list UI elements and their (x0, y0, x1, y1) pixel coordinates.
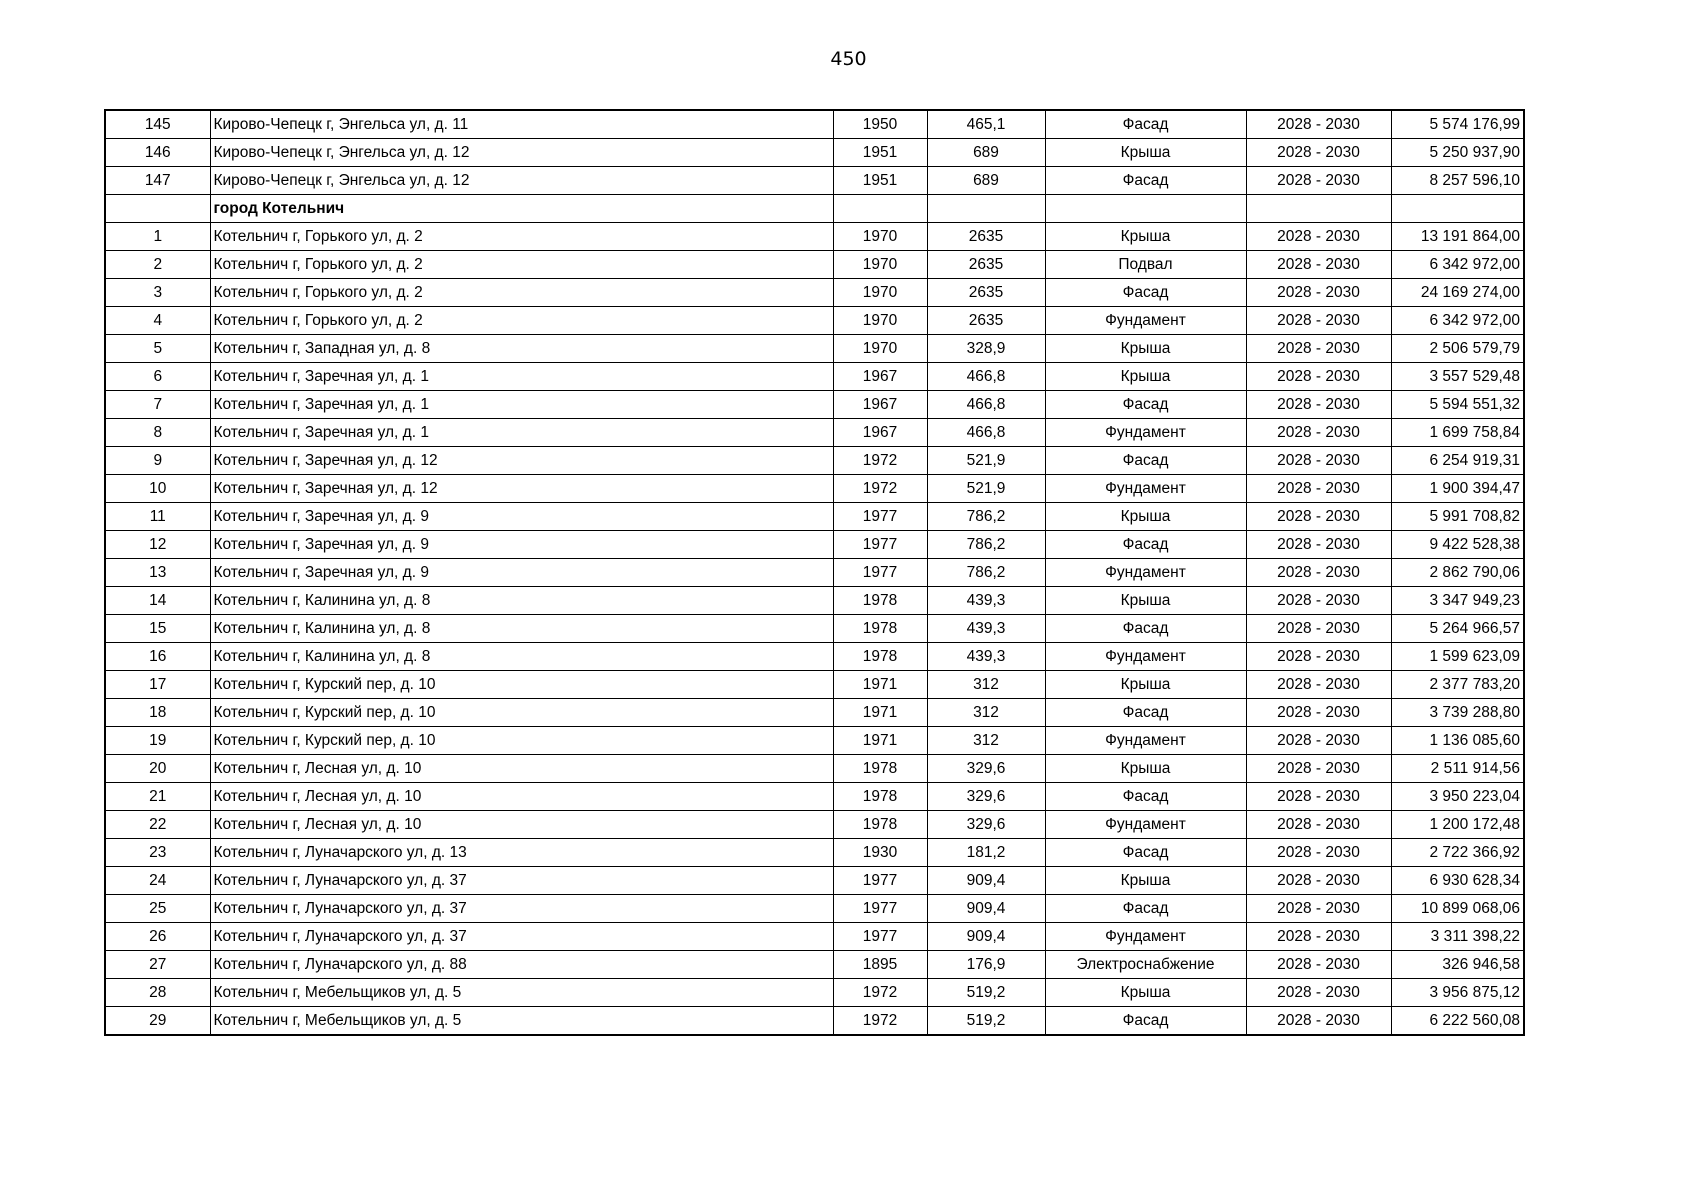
work-type-cell: Фундамент (1045, 727, 1246, 755)
period-cell: 2028 - 2030 (1246, 251, 1391, 279)
cost-cell: 1 136 085,60 (1391, 727, 1524, 755)
area-cell: 909,4 (927, 923, 1045, 951)
address-cell: Котельнич г, Луначарского ул, д. 37 (210, 895, 833, 923)
period-cell: 2028 - 2030 (1246, 335, 1391, 363)
address-cell: Котельнич г, Луначарского ул, д. 37 (210, 923, 833, 951)
empty-cell (927, 195, 1045, 223)
address-cell: Котельнич г, Лесная ул, д. 10 (210, 811, 833, 839)
work-type-cell: Фундамент (1045, 559, 1246, 587)
row-number-cell: 146 (105, 139, 210, 167)
period-cell: 2028 - 2030 (1246, 811, 1391, 839)
cost-cell: 10 899 068,06 (1391, 895, 1524, 923)
cost-cell: 2 377 783,20 (1391, 671, 1524, 699)
work-type-cell: Крыша (1045, 363, 1246, 391)
area-cell: 329,6 (927, 811, 1045, 839)
build-year-cell: 1970 (833, 223, 927, 251)
cost-cell: 5 991 708,82 (1391, 503, 1524, 531)
address-cell: Кирово-Чепецк г, Энгельса ул, д. 12 (210, 139, 833, 167)
table-row (105, 895, 1524, 923)
cost-cell: 3 347 949,23 (1391, 587, 1524, 615)
table-row (105, 139, 1524, 167)
address-cell: Котельнич г, Горького ул, д. 2 (210, 279, 833, 307)
table-row (105, 307, 1524, 335)
address-cell: Котельнич г, Горького ул, д. 2 (210, 251, 833, 279)
cost-cell: 3 311 398,22 (1391, 923, 1524, 951)
area-cell: 909,4 (927, 867, 1045, 895)
address-cell: Кирово-Чепецк г, Энгельса ул, д. 12 (210, 167, 833, 195)
table-row (105, 755, 1524, 783)
empty-cell (833, 195, 927, 223)
work-type-cell: Крыша (1045, 671, 1246, 699)
period-cell: 2028 - 2030 (1246, 783, 1391, 811)
cost-cell: 6 342 972,00 (1391, 307, 1524, 335)
address-cell: Котельнич г, Курский пер, д. 10 (210, 699, 833, 727)
section-header-row (105, 195, 1524, 223)
address-cell: Котельнич г, Заречная ул, д. 1 (210, 363, 833, 391)
cost-cell: 1 599 623,09 (1391, 643, 1524, 671)
work-type-cell: Подвал (1045, 251, 1246, 279)
row-number-cell: 4 (105, 307, 210, 335)
address-cell: Котельнич г, Лесная ул, д. 10 (210, 755, 833, 783)
build-year-cell: 1967 (833, 419, 927, 447)
row-number-cell: 12 (105, 531, 210, 559)
table-row (105, 783, 1524, 811)
area-cell: 786,2 (927, 531, 1045, 559)
build-year-cell: 1970 (833, 307, 927, 335)
cost-cell: 3 739 288,80 (1391, 699, 1524, 727)
period-cell: 2028 - 2030 (1246, 279, 1391, 307)
work-type-cell: Фундамент (1045, 643, 1246, 671)
area-cell: 329,6 (927, 755, 1045, 783)
build-year-cell: 1970 (833, 251, 927, 279)
period-cell: 2028 - 2030 (1246, 307, 1391, 335)
build-year-cell: 1895 (833, 951, 927, 979)
area-cell: 439,3 (927, 643, 1045, 671)
address-cell: Котельнич г, Луначарского ул, д. 37 (210, 867, 833, 895)
table-row (105, 167, 1524, 195)
address-cell: Котельнич г, Калинина ул, д. 8 (210, 615, 833, 643)
period-cell: 2028 - 2030 (1246, 559, 1391, 587)
address-cell: Котельнич г, Заречная ул, д. 9 (210, 531, 833, 559)
cost-cell: 1 900 394,47 (1391, 475, 1524, 503)
area-cell: 2635 (927, 251, 1045, 279)
row-number-cell: 3 (105, 279, 210, 307)
build-year-cell: 1971 (833, 671, 927, 699)
cost-cell: 6 222 560,08 (1391, 1007, 1524, 1036)
table-body (105, 110, 1524, 1035)
work-type-cell: Крыша (1045, 867, 1246, 895)
area-cell: 181,2 (927, 839, 1045, 867)
cost-cell: 6 342 972,00 (1391, 251, 1524, 279)
table-row (105, 951, 1524, 979)
area-cell: 2635 (927, 307, 1045, 335)
row-number-cell: 10 (105, 475, 210, 503)
row-number-cell: 23 (105, 839, 210, 867)
row-number-cell: 27 (105, 951, 210, 979)
cost-cell: 2 722 366,92 (1391, 839, 1524, 867)
work-type-cell: Крыша (1045, 335, 1246, 363)
table-row (105, 811, 1524, 839)
row-number-cell: 18 (105, 699, 210, 727)
build-year-cell: 1977 (833, 895, 927, 923)
period-cell: 2028 - 2030 (1246, 643, 1391, 671)
work-type-cell: Фасад (1045, 1007, 1246, 1036)
cost-cell: 9 422 528,38 (1391, 531, 1524, 559)
work-type-cell: Фасад (1045, 895, 1246, 923)
area-cell: 786,2 (927, 559, 1045, 587)
row-number-cell: 19 (105, 727, 210, 755)
build-year-cell: 1970 (833, 279, 927, 307)
row-number-cell: 147 (105, 167, 210, 195)
row-number-cell: 2 (105, 251, 210, 279)
table-row (105, 867, 1524, 895)
row-number-cell: 26 (105, 923, 210, 951)
cost-cell: 5 250 937,90 (1391, 139, 1524, 167)
empty-cell (1045, 195, 1246, 223)
table-row (105, 363, 1524, 391)
address-cell: Котельнич г, Калинина ул, д. 8 (210, 587, 833, 615)
section-title: город Котельнич (210, 195, 833, 223)
empty-cell (105, 195, 210, 223)
period-cell: 2028 - 2030 (1246, 363, 1391, 391)
area-cell: 328,9 (927, 335, 1045, 363)
build-year-cell: 1978 (833, 783, 927, 811)
period-cell: 2028 - 2030 (1246, 475, 1391, 503)
work-type-cell: Фасад (1045, 839, 1246, 867)
address-cell: Котельнич г, Горького ул, д. 2 (210, 307, 833, 335)
build-year-cell: 1970 (833, 335, 927, 363)
build-year-cell: 1951 (833, 167, 927, 195)
period-cell: 2028 - 2030 (1246, 531, 1391, 559)
address-cell: Котельнич г, Заречная ул, д. 12 (210, 447, 833, 475)
area-cell: 689 (927, 167, 1045, 195)
row-number-cell: 5 (105, 335, 210, 363)
empty-cell (1391, 195, 1524, 223)
row-number-cell: 8 (105, 419, 210, 447)
address-cell: Котельнич г, Мебельщиков ул, д. 5 (210, 979, 833, 1007)
period-cell: 2028 - 2030 (1246, 167, 1391, 195)
address-cell: Котельнич г, Заречная ул, д. 12 (210, 475, 833, 503)
table-row (105, 671, 1524, 699)
table-row (105, 587, 1524, 615)
period-cell: 2028 - 2030 (1246, 839, 1391, 867)
period-cell: 2028 - 2030 (1246, 139, 1391, 167)
work-type-cell: Фасад (1045, 531, 1246, 559)
address-cell: Котельнич г, Заречная ул, д. 1 (210, 419, 833, 447)
period-cell: 2028 - 2030 (1246, 923, 1391, 951)
period-cell: 2028 - 2030 (1246, 699, 1391, 727)
work-type-cell: Фасад (1045, 167, 1246, 195)
address-cell: Котельнич г, Горького ул, д. 2 (210, 223, 833, 251)
table-row (105, 419, 1524, 447)
area-cell: 312 (927, 699, 1045, 727)
period-cell: 2028 - 2030 (1246, 727, 1391, 755)
table-row (105, 251, 1524, 279)
period-cell: 2028 - 2030 (1246, 867, 1391, 895)
work-type-cell: Фасад (1045, 699, 1246, 727)
work-type-cell: Крыша (1045, 979, 1246, 1007)
page-number: 450 (830, 48, 867, 70)
area-cell: 521,9 (927, 475, 1045, 503)
work-type-cell: Фасад (1045, 447, 1246, 475)
cost-cell: 6 254 919,31 (1391, 447, 1524, 475)
table-row (105, 699, 1524, 727)
table-row (105, 475, 1524, 503)
cost-cell: 5 574 176,99 (1391, 110, 1524, 139)
build-year-cell: 1972 (833, 475, 927, 503)
row-number-cell: 145 (105, 110, 210, 139)
cost-cell: 2 511 914,56 (1391, 755, 1524, 783)
work-type-cell: Фундамент (1045, 811, 1246, 839)
address-cell: Котельнич г, Мебельщиков ул, д. 5 (210, 1007, 833, 1036)
area-cell: 519,2 (927, 1007, 1045, 1036)
work-type-cell: Крыша (1045, 587, 1246, 615)
table-row (105, 979, 1524, 1007)
row-number-cell: 17 (105, 671, 210, 699)
table-row (105, 615, 1524, 643)
area-cell: 439,3 (927, 587, 1045, 615)
cost-cell: 3 956 875,12 (1391, 979, 1524, 1007)
period-cell: 2028 - 2030 (1246, 615, 1391, 643)
address-cell: Котельнич г, Курский пер, д. 10 (210, 727, 833, 755)
area-cell: 312 (927, 671, 1045, 699)
cost-cell: 3 557 529,48 (1391, 363, 1524, 391)
area-cell: 909,4 (927, 895, 1045, 923)
row-number-cell: 13 (105, 559, 210, 587)
build-year-cell: 1978 (833, 755, 927, 783)
table-row (105, 223, 1524, 251)
period-cell: 2028 - 2030 (1246, 419, 1391, 447)
address-cell: Котельнич г, Лесная ул, д. 10 (210, 783, 833, 811)
work-type-cell: Крыша (1045, 223, 1246, 251)
row-number-cell: 16 (105, 643, 210, 671)
work-type-cell: Фасад (1045, 279, 1246, 307)
area-cell: 689 (927, 139, 1045, 167)
address-cell: Котельнич г, Заречная ул, д. 9 (210, 503, 833, 531)
work-type-cell: Фундамент (1045, 475, 1246, 503)
build-year-cell: 1930 (833, 839, 927, 867)
cost-cell: 24 169 274,00 (1391, 279, 1524, 307)
row-number-cell: 24 (105, 867, 210, 895)
work-type-cell: Фундамент (1045, 419, 1246, 447)
cost-cell: 1 699 758,84 (1391, 419, 1524, 447)
build-year-cell: 1977 (833, 923, 927, 951)
period-cell: 2028 - 2030 (1246, 979, 1391, 1007)
work-type-cell: Фундамент (1045, 923, 1246, 951)
area-cell: 519,2 (927, 979, 1045, 1007)
build-year-cell: 1972 (833, 1007, 927, 1036)
table-row (105, 335, 1524, 363)
area-cell: 329,6 (927, 783, 1045, 811)
cost-cell: 2 506 579,79 (1391, 335, 1524, 363)
repair-schedule-table (104, 109, 1525, 1036)
table-row (105, 923, 1524, 951)
address-cell: Котельнич г, Западная ул, д. 8 (210, 335, 833, 363)
build-year-cell: 1978 (833, 615, 927, 643)
work-type-cell: Электроснабжение (1045, 951, 1246, 979)
table-row (105, 1007, 1524, 1036)
period-cell: 2028 - 2030 (1246, 671, 1391, 699)
build-year-cell: 1951 (833, 139, 927, 167)
table-row (105, 727, 1524, 755)
address-cell: Кирово-Чепецк г, Энгельса ул, д. 11 (210, 110, 833, 139)
work-type-cell: Фасад (1045, 615, 1246, 643)
cost-cell: 1 200 172,48 (1391, 811, 1524, 839)
build-year-cell: 1967 (833, 363, 927, 391)
work-type-cell: Фасад (1045, 110, 1246, 139)
cost-cell: 2 862 790,06 (1391, 559, 1524, 587)
row-number-cell: 22 (105, 811, 210, 839)
build-year-cell: 1977 (833, 867, 927, 895)
build-year-cell: 1971 (833, 727, 927, 755)
build-year-cell: 1950 (833, 110, 927, 139)
build-year-cell: 1978 (833, 811, 927, 839)
build-year-cell: 1972 (833, 979, 927, 1007)
address-cell: Котельнич г, Заречная ул, д. 9 (210, 559, 833, 587)
row-number-cell: 9 (105, 447, 210, 475)
table-row (105, 643, 1524, 671)
area-cell: 312 (927, 727, 1045, 755)
address-cell: Котельнич г, Луначарского ул, д. 13 (210, 839, 833, 867)
build-year-cell: 1977 (833, 559, 927, 587)
period-cell: 2028 - 2030 (1246, 110, 1391, 139)
build-year-cell: 1972 (833, 447, 927, 475)
cost-cell: 5 594 551,32 (1391, 391, 1524, 419)
table-row (105, 531, 1524, 559)
row-number-cell: 1 (105, 223, 210, 251)
table-row (105, 447, 1524, 475)
address-cell: Котельнич г, Калинина ул, д. 8 (210, 643, 833, 671)
work-type-cell: Фасад (1045, 783, 1246, 811)
work-type-cell: Крыша (1045, 139, 1246, 167)
period-cell: 2028 - 2030 (1246, 503, 1391, 531)
table-row (105, 279, 1524, 307)
area-cell: 786,2 (927, 503, 1045, 531)
work-type-cell: Крыша (1045, 503, 1246, 531)
row-number-cell: 21 (105, 783, 210, 811)
row-number-cell: 7 (105, 391, 210, 419)
period-cell: 2028 - 2030 (1246, 755, 1391, 783)
work-type-cell: Крыша (1045, 755, 1246, 783)
period-cell: 2028 - 2030 (1246, 1007, 1391, 1036)
area-cell: 439,3 (927, 615, 1045, 643)
period-cell: 2028 - 2030 (1246, 587, 1391, 615)
table-row (105, 110, 1524, 139)
build-year-cell: 1977 (833, 503, 927, 531)
area-cell: 521,9 (927, 447, 1045, 475)
row-number-cell: 25 (105, 895, 210, 923)
row-number-cell: 11 (105, 503, 210, 531)
work-type-cell: Фасад (1045, 391, 1246, 419)
period-cell: 2028 - 2030 (1246, 447, 1391, 475)
cost-cell: 8 257 596,10 (1391, 167, 1524, 195)
area-cell: 2635 (927, 223, 1045, 251)
empty-cell (1246, 195, 1391, 223)
row-number-cell: 6 (105, 363, 210, 391)
build-year-cell: 1967 (833, 391, 927, 419)
table-row (105, 391, 1524, 419)
build-year-cell: 1978 (833, 643, 927, 671)
row-number-cell: 14 (105, 587, 210, 615)
row-number-cell: 20 (105, 755, 210, 783)
build-year-cell: 1978 (833, 587, 927, 615)
table-row (105, 503, 1524, 531)
address-cell: Котельнич г, Заречная ул, д. 1 (210, 391, 833, 419)
table-row (105, 559, 1524, 587)
cost-cell: 13 191 864,00 (1391, 223, 1524, 251)
period-cell: 2028 - 2030 (1246, 391, 1391, 419)
cost-cell: 6 930 628,34 (1391, 867, 1524, 895)
address-cell: Котельнич г, Курский пер, д. 10 (210, 671, 833, 699)
work-type-cell: Фундамент (1045, 307, 1246, 335)
period-cell: 2028 - 2030 (1246, 895, 1391, 923)
cost-cell: 5 264 966,57 (1391, 615, 1524, 643)
row-number-cell: 15 (105, 615, 210, 643)
area-cell: 466,8 (927, 391, 1045, 419)
cost-cell: 326 946,58 (1391, 951, 1524, 979)
build-year-cell: 1977 (833, 531, 927, 559)
address-cell: Котельнич г, Луначарского ул, д. 88 (210, 951, 833, 979)
area-cell: 2635 (927, 279, 1045, 307)
area-cell: 465,1 (927, 110, 1045, 139)
area-cell: 466,8 (927, 419, 1045, 447)
build-year-cell: 1971 (833, 699, 927, 727)
row-number-cell: 29 (105, 1007, 210, 1036)
area-cell: 466,8 (927, 363, 1045, 391)
table-row (105, 839, 1524, 867)
row-number-cell: 28 (105, 979, 210, 1007)
period-cell: 2028 - 2030 (1246, 951, 1391, 979)
cost-cell: 3 950 223,04 (1391, 783, 1524, 811)
area-cell: 176,9 (927, 951, 1045, 979)
period-cell: 2028 - 2030 (1246, 223, 1391, 251)
